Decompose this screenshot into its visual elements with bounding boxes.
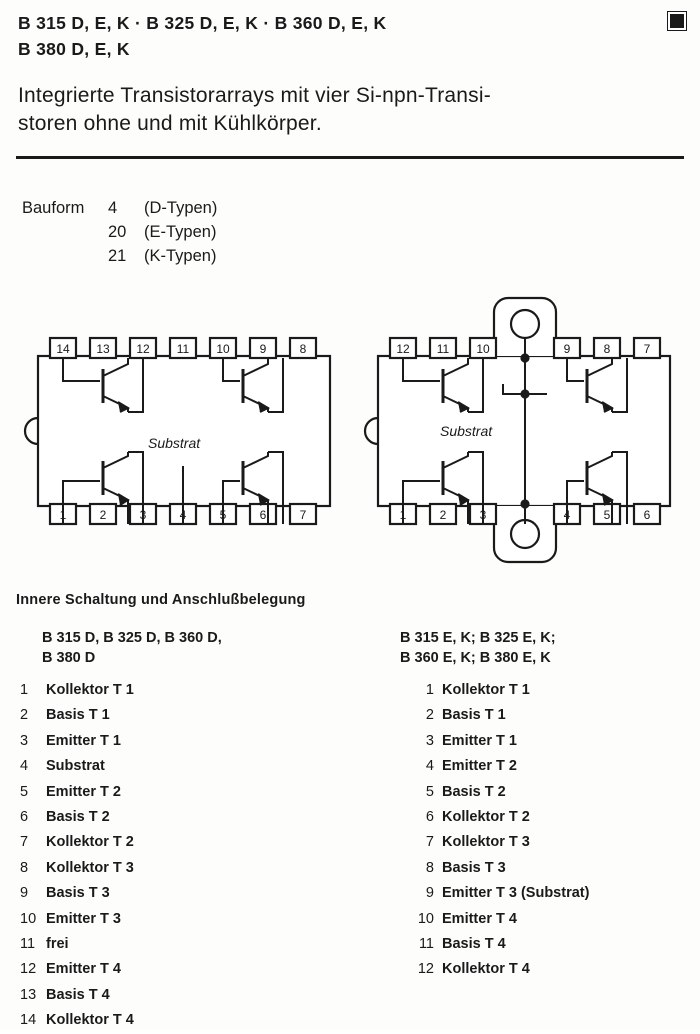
pin-number: 11 xyxy=(436,342,450,356)
pin-number: 3 xyxy=(20,732,29,749)
title-line-1: B 315 D, E, K · B 325 D, E, K · B 360 D, E, K xyxy=(18,13,387,33)
pin-label: Emitter T 2 xyxy=(442,758,517,775)
pin-label: frei xyxy=(46,936,69,953)
pin-number: 12 xyxy=(396,342,410,356)
pinout-left-heading-line2: B 380 D xyxy=(42,650,96,666)
pin-number: 14 xyxy=(56,342,70,356)
pin-number: 12 xyxy=(417,961,434,978)
pin-number: 2 xyxy=(425,707,434,724)
pin-number: 9 xyxy=(563,342,571,356)
bauform-number: 20 xyxy=(108,223,127,241)
pin-number: 1 xyxy=(59,508,67,522)
pinout-right-heading-line1: B 315 E, K; B 325 E, K; xyxy=(400,630,556,646)
pin-label: Basis T 1 xyxy=(442,707,506,724)
pin-label: Emitter T 1 xyxy=(442,732,517,749)
pin-number: 8 xyxy=(299,342,307,356)
pin-number: 13 xyxy=(20,986,37,1003)
pin-number: 3 xyxy=(425,732,434,749)
page-title xyxy=(18,10,658,62)
list-item xyxy=(20,881,350,906)
bauform-spacer xyxy=(22,220,108,244)
pin-number: 6 xyxy=(643,508,651,522)
pin-number: 10 xyxy=(216,342,230,356)
pin-number: 7 xyxy=(299,508,307,522)
pin-number: 10 xyxy=(476,342,490,356)
list-item xyxy=(400,805,700,830)
pin-number: 4 xyxy=(179,508,187,522)
pin-number: 2 xyxy=(439,508,447,522)
pin-label: Kollektor T 3 xyxy=(442,834,530,851)
list-item xyxy=(20,830,350,855)
subtitle-line-1: Integrierte Transistorarrays mit vier Si-npn-Transi- xyxy=(18,84,491,107)
list-item xyxy=(20,703,350,728)
list-item xyxy=(20,780,350,805)
pin-number: 4 xyxy=(563,508,571,522)
list-item xyxy=(400,907,700,932)
pin-number: 11 xyxy=(418,936,434,953)
pin-label: Emitter T 3 (Substrat) xyxy=(442,885,590,902)
pin-label: Basis T 3 xyxy=(46,885,110,902)
pin-label: Kollektor T 2 xyxy=(442,809,530,826)
pin-label: Emitter T 3 xyxy=(46,910,121,927)
page-subtitle xyxy=(18,82,678,138)
pin-label: Basis T 4 xyxy=(442,936,506,953)
list-item xyxy=(20,729,350,754)
pin-label: Kollektor T 3 xyxy=(46,859,134,876)
pin-number: 10 xyxy=(417,910,434,927)
bauform-row xyxy=(22,244,217,268)
pin-number: 2 xyxy=(99,508,107,522)
bauform-type: (E-Typen) xyxy=(144,223,217,241)
list-item xyxy=(20,856,350,881)
pin-label: Basis T 4 xyxy=(46,986,110,1003)
pin-number: 10 xyxy=(20,910,37,927)
pin-number: 2 xyxy=(20,707,29,724)
pin-label: Substrat xyxy=(46,758,105,775)
pin-number: 11 xyxy=(20,936,36,953)
pin-number: 5 xyxy=(603,508,611,522)
list-item xyxy=(400,881,700,906)
title-line-2: B 380 D, E, K xyxy=(18,39,130,59)
pin-label: Kollektor T 1 xyxy=(46,682,134,698)
pin-number: 3 xyxy=(479,508,487,522)
pin-number: 12 xyxy=(20,961,37,978)
pin-number: 4 xyxy=(20,758,29,775)
pinout-right-list xyxy=(400,678,700,983)
list-item xyxy=(20,754,350,779)
header-divider xyxy=(16,156,684,159)
pin-label: Kollektor T 1 xyxy=(442,682,530,698)
pinout-right-heading xyxy=(400,628,700,668)
pin-label: Kollektor T 4 xyxy=(46,1012,134,1029)
list-item xyxy=(400,754,700,779)
substrate-label-right: Substrat xyxy=(440,423,493,439)
pin-number: 14 xyxy=(20,1012,37,1029)
bauform-number: 4 xyxy=(108,199,118,217)
pin-number: 9 xyxy=(259,342,267,356)
schematic-svg xyxy=(0,276,700,586)
substrate-label-left: Substrat xyxy=(148,435,201,451)
pin-number: 6 xyxy=(425,809,434,826)
pin-label: Emitter T 4 xyxy=(46,961,121,978)
pinout-left-heading xyxy=(42,628,350,668)
pin-label: Emitter T 1 xyxy=(46,732,121,749)
section-heading: Innere Schaltung und Anschlußbelegung xyxy=(16,592,306,608)
bauform-row xyxy=(22,220,217,244)
pin-number: 4 xyxy=(425,758,434,775)
pin-number: 12 xyxy=(136,342,150,356)
list-item xyxy=(400,678,700,703)
list-item xyxy=(20,805,350,830)
pinout-left-column xyxy=(20,628,350,1034)
bauform-row xyxy=(22,196,217,220)
pin-label: Emitter T 4 xyxy=(442,910,517,927)
pin-number: 8 xyxy=(425,859,434,876)
pin-number: 9 xyxy=(425,885,434,902)
black-square-marker-icon xyxy=(668,12,686,30)
pin-number: 7 xyxy=(20,834,29,851)
list-item xyxy=(400,703,700,728)
package-diagrams xyxy=(0,276,700,586)
pinout-right-column xyxy=(400,628,700,983)
pin-number: 5 xyxy=(20,783,29,800)
pin-number: 8 xyxy=(603,342,611,356)
pin-number: 13 xyxy=(96,342,110,356)
pin-number: 7 xyxy=(425,834,434,851)
list-item xyxy=(20,983,350,1008)
pin-number: 3 xyxy=(139,508,147,522)
pin-label: Emitter T 2 xyxy=(46,783,121,800)
subtitle-line-2: storen ohne und mit Kühlkörper. xyxy=(18,112,322,135)
pinout-left-list xyxy=(20,678,350,1034)
pin-label: Basis T 2 xyxy=(46,809,110,826)
pin-number: 6 xyxy=(259,508,267,522)
pinout-left-heading-line1: B 315 D, B 325 D, B 360 D, xyxy=(42,630,222,646)
list-item xyxy=(400,780,700,805)
list-item xyxy=(20,678,350,703)
list-item xyxy=(400,830,700,855)
list-item xyxy=(400,856,700,881)
bauform-block xyxy=(22,196,217,268)
pin-number: 1 xyxy=(20,682,29,698)
pin-label: Kollektor T 2 xyxy=(46,834,134,851)
list-item xyxy=(400,932,700,957)
list-item xyxy=(20,907,350,932)
list-item xyxy=(400,729,700,754)
bauform-type: (K-Typen) xyxy=(144,247,217,265)
pin-number: 11 xyxy=(176,342,190,356)
bauform-label: Bauform xyxy=(22,199,85,217)
bauform-spacer xyxy=(22,244,108,268)
bauform-type: (D-Typen) xyxy=(144,199,218,217)
pin-number: 9 xyxy=(20,885,29,902)
pin-number: 5 xyxy=(425,783,434,800)
pin-number: 1 xyxy=(399,508,407,522)
pin-number: 7 xyxy=(643,342,651,356)
pin-number: 5 xyxy=(219,508,227,522)
pin-label: Basis T 1 xyxy=(46,707,110,724)
pin-label: Basis T 3 xyxy=(442,859,506,876)
list-item xyxy=(400,957,700,982)
list-item xyxy=(20,932,350,957)
pin-number: 8 xyxy=(20,859,29,876)
pinout-right-heading-line2: B 360 E, K; B 380 E, K xyxy=(400,650,551,666)
pin-label: Basis T 2 xyxy=(442,783,506,800)
pin-number: 1 xyxy=(425,682,434,698)
list-item xyxy=(20,957,350,982)
pin-number: 6 xyxy=(20,809,29,826)
bauform-number: 21 xyxy=(108,247,127,265)
pin-label: Kollektor T 4 xyxy=(442,961,530,978)
